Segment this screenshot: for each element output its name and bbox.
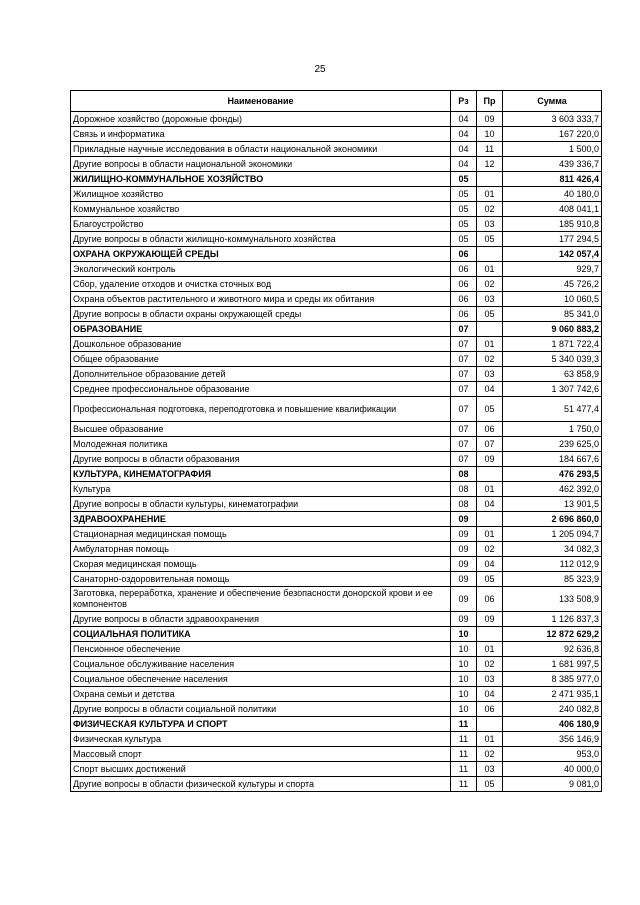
table-row <box>71 397 602 422</box>
cell-pr: 03 <box>477 367 503 382</box>
cell-rz: 08 <box>451 497 477 512</box>
cell-sum: 1 205 094,7 <box>503 527 602 542</box>
cell-name: Дорожное хозяйство (дорожные фонды) <box>71 112 451 127</box>
cell-pr: 01 <box>477 262 503 277</box>
table-body <box>71 112 602 792</box>
cell-pr: 09 <box>477 452 503 467</box>
cell-rz: 10 <box>451 702 477 717</box>
table-row <box>71 292 602 307</box>
table-row <box>71 657 602 672</box>
cell-sum: 929,7 <box>503 262 602 277</box>
cell-rz: 06 <box>451 292 477 307</box>
cell-sum: 85 323,9 <box>503 572 602 587</box>
cell-name: ФИЗИЧЕСКАЯ КУЛЬТУРА И СПОРТ <box>71 717 451 732</box>
cell-pr: 10 <box>477 127 503 142</box>
cell-sum: 177 294,5 <box>503 232 602 247</box>
cell-name: Заготовка, переработка, хранение и обеспечение безопасности донорской крови и ее компонентов <box>71 587 451 612</box>
cell-rz: 09 <box>451 572 477 587</box>
cell-sum: 239 625,0 <box>503 437 602 452</box>
section-row <box>71 717 602 732</box>
cell-rz: 07 <box>451 337 477 352</box>
cell-pr: 07 <box>477 437 503 452</box>
cell-rz: 09 <box>451 542 477 557</box>
cell-sum: 9 060 883,2 <box>503 322 602 337</box>
cell-rz: 10 <box>451 657 477 672</box>
cell-pr: 03 <box>477 292 503 307</box>
cell-name: Охрана семьи и детства <box>71 687 451 702</box>
table-row <box>71 307 602 322</box>
cell-sum: 240 082,8 <box>503 702 602 717</box>
cell-sum: 10 060,5 <box>503 292 602 307</box>
cell-name: Другие вопросы в области культуры, кинематографии <box>71 497 451 512</box>
table-row <box>71 527 602 542</box>
cell-sum: 406 180,9 <box>503 717 602 732</box>
cell-rz: 09 <box>451 512 477 527</box>
cell-sum: 1 126 837,3 <box>503 612 602 627</box>
cell-pr: 03 <box>477 672 503 687</box>
cell-pr: 12 <box>477 157 503 172</box>
section-row <box>71 627 602 642</box>
table-row <box>71 437 602 452</box>
section-row <box>71 172 602 187</box>
table-row <box>71 382 602 397</box>
table-row <box>71 747 602 762</box>
cell-name: Молодежная политика <box>71 437 451 452</box>
cell-name: Дополнительное образование детей <box>71 367 451 382</box>
cell-pr: 02 <box>477 352 503 367</box>
cell-name: Амбулаторная помощь <box>71 542 451 557</box>
cell-name: Другие вопросы в области физической культуры и спорта <box>71 777 451 792</box>
table-row <box>71 702 602 717</box>
cell-sum: 476 293,5 <box>503 467 602 482</box>
cell-name: Высшее образование <box>71 422 451 437</box>
cell-name: ОХРАНА ОКРУЖАЮЩЕЙ СРЕДЫ <box>71 247 451 262</box>
table-row <box>71 642 602 657</box>
cell-name: Стационарная медицинская помощь <box>71 527 451 542</box>
table-row <box>71 127 602 142</box>
cell-rz: 06 <box>451 262 477 277</box>
cell-name: Прикладные научные исследования в области национальной экономики <box>71 142 451 157</box>
cell-pr <box>477 467 503 482</box>
cell-name: Другие вопросы в области жилищно-коммунального хозяйства <box>71 232 451 247</box>
cell-name: Связь и информатика <box>71 127 451 142</box>
cell-pr: 06 <box>477 422 503 437</box>
table-row <box>71 262 602 277</box>
cell-pr: 04 <box>477 382 503 397</box>
cell-pr: 09 <box>477 612 503 627</box>
cell-name: Жилищное хозяйство <box>71 187 451 202</box>
cell-name: КУЛЬТУРА, КИНЕМАТОГРАФИЯ <box>71 467 451 482</box>
cell-pr: 05 <box>477 397 503 422</box>
cell-pr <box>477 717 503 732</box>
cell-rz: 07 <box>451 422 477 437</box>
table-row <box>71 157 602 172</box>
cell-sum: 408 041,1 <box>503 202 602 217</box>
table-header-row <box>71 91 602 112</box>
table-row <box>71 112 602 127</box>
cell-name: Охрана объектов растительного и животного мира и среды их обитания <box>71 292 451 307</box>
cell-pr: 02 <box>477 542 503 557</box>
cell-pr: 03 <box>477 762 503 777</box>
cell-rz: 08 <box>451 482 477 497</box>
cell-sum: 2 696 860,0 <box>503 512 602 527</box>
cell-name: Дошкольное образование <box>71 337 451 352</box>
cell-name: ОБРАЗОВАНИЕ <box>71 322 451 337</box>
cell-pr: 01 <box>477 732 503 747</box>
cell-rz: 06 <box>451 247 477 262</box>
cell-rz: 09 <box>451 527 477 542</box>
cell-name: Социальное обеспечение населения <box>71 672 451 687</box>
table-row <box>71 687 602 702</box>
cell-rz: 05 <box>451 217 477 232</box>
cell-pr <box>477 172 503 187</box>
table-row <box>71 572 602 587</box>
cell-rz: 10 <box>451 672 477 687</box>
cell-name: Другие вопросы в области социальной политики <box>71 702 451 717</box>
cell-pr: 02 <box>477 657 503 672</box>
cell-pr: 02 <box>477 747 503 762</box>
cell-pr: 05 <box>477 572 503 587</box>
cell-rz: 11 <box>451 777 477 792</box>
cell-pr: 02 <box>477 277 503 292</box>
cell-pr: 01 <box>477 337 503 352</box>
cell-pr: 03 <box>477 217 503 232</box>
cell-pr <box>477 247 503 262</box>
cell-pr: 02 <box>477 202 503 217</box>
cell-sum: 5 340 039,3 <box>503 352 602 367</box>
cell-name: Сбор, удаление отходов и очистка сточных вод <box>71 277 451 292</box>
cell-sum: 167 220,0 <box>503 127 602 142</box>
cell-rz: 11 <box>451 747 477 762</box>
cell-sum: 439 336,7 <box>503 157 602 172</box>
cell-rz: 07 <box>451 322 477 337</box>
cell-name: СОЦИАЛЬНАЯ ПОЛИТИКА <box>71 627 451 642</box>
cell-pr: 06 <box>477 702 503 717</box>
cell-rz: 07 <box>451 382 477 397</box>
table-row <box>71 337 602 352</box>
header-sum: Сумма <box>503 91 602 112</box>
cell-sum: 1 307 742,6 <box>503 382 602 397</box>
cell-pr: 04 <box>477 557 503 572</box>
cell-sum: 85 341,0 <box>503 307 602 322</box>
cell-sum: 112 012,9 <box>503 557 602 572</box>
cell-rz: 05 <box>451 172 477 187</box>
cell-sum: 1 750,0 <box>503 422 602 437</box>
cell-rz: 11 <box>451 732 477 747</box>
cell-pr: 09 <box>477 112 503 127</box>
cell-rz: 04 <box>451 157 477 172</box>
table-row <box>71 367 602 382</box>
header-name: Наименование <box>71 91 451 112</box>
cell-name: Массовый спорт <box>71 747 451 762</box>
cell-rz: 11 <box>451 717 477 732</box>
table-row <box>71 587 602 612</box>
cell-rz: 06 <box>451 277 477 292</box>
cell-sum: 92 636,8 <box>503 642 602 657</box>
cell-sum: 9 081,0 <box>503 777 602 792</box>
cell-name: Другие вопросы в области национальной экономики <box>71 157 451 172</box>
cell-pr: 05 <box>477 232 503 247</box>
cell-pr <box>477 322 503 337</box>
cell-pr: 05 <box>477 307 503 322</box>
cell-name: Общее образование <box>71 352 451 367</box>
table-row <box>71 452 602 467</box>
cell-name: Другие вопросы в области охраны окружающей среды <box>71 307 451 322</box>
table-row <box>71 142 602 157</box>
cell-pr <box>477 512 503 527</box>
cell-sum: 3 603 333,7 <box>503 112 602 127</box>
table-row <box>71 277 602 292</box>
cell-name: ЖИЛИЩНО-КОММУНАЛЬНОЕ ХОЗЯЙСТВО <box>71 172 451 187</box>
cell-sum: 811 426,4 <box>503 172 602 187</box>
cell-sum: 184 667,6 <box>503 452 602 467</box>
table-row <box>71 482 602 497</box>
table-row <box>71 187 602 202</box>
cell-pr: 04 <box>477 497 503 512</box>
cell-rz: 09 <box>451 587 477 612</box>
table-row <box>71 672 602 687</box>
cell-rz: 08 <box>451 467 477 482</box>
cell-sum: 40 000,0 <box>503 762 602 777</box>
cell-sum: 1 500,0 <box>503 142 602 157</box>
table-row <box>71 217 602 232</box>
table-row <box>71 557 602 572</box>
cell-sum: 1 871 722,4 <box>503 337 602 352</box>
header-pr: Пр <box>477 91 503 112</box>
table-row <box>71 232 602 247</box>
cell-sum: 51 477,4 <box>503 397 602 422</box>
cell-rz: 05 <box>451 187 477 202</box>
cell-pr: 04 <box>477 687 503 702</box>
cell-rz: 10 <box>451 687 477 702</box>
section-row <box>71 322 602 337</box>
cell-name: Физическая культура <box>71 732 451 747</box>
cell-rz: 11 <box>451 762 477 777</box>
cell-name: Пенсионное обеспечение <box>71 642 451 657</box>
cell-sum: 45 726,2 <box>503 277 602 292</box>
table-row <box>71 202 602 217</box>
cell-sum: 1 681 997,5 <box>503 657 602 672</box>
table-row <box>71 777 602 792</box>
cell-pr <box>477 627 503 642</box>
cell-name: Другие вопросы в области здравоохранения <box>71 612 451 627</box>
cell-name: Социальное обслуживание населения <box>71 657 451 672</box>
cell-rz: 07 <box>451 352 477 367</box>
table-row <box>71 422 602 437</box>
cell-pr: 11 <box>477 142 503 157</box>
table-row <box>71 732 602 747</box>
section-row <box>71 467 602 482</box>
cell-pr: 01 <box>477 482 503 497</box>
cell-rz: 07 <box>451 452 477 467</box>
cell-rz: 09 <box>451 557 477 572</box>
cell-rz: 10 <box>451 642 477 657</box>
cell-sum: 12 872 629,2 <box>503 627 602 642</box>
cell-name: Экологический контроль <box>71 262 451 277</box>
cell-rz: 09 <box>451 612 477 627</box>
cell-sum: 953,0 <box>503 747 602 762</box>
cell-sum: 462 392,0 <box>503 482 602 497</box>
budget-table <box>70 90 602 792</box>
cell-sum: 40 180,0 <box>503 187 602 202</box>
cell-name: Коммунальное хозяйство <box>71 202 451 217</box>
cell-name: Благоустройство <box>71 217 451 232</box>
cell-rz: 04 <box>451 112 477 127</box>
cell-pr: 06 <box>477 587 503 612</box>
cell-sum: 133 508,9 <box>503 587 602 612</box>
cell-rz: 07 <box>451 397 477 422</box>
cell-name: Профессиональная подготовка, переподготовка и повышение квалификации <box>71 397 451 422</box>
cell-sum: 34 082,3 <box>503 542 602 557</box>
cell-name: ЗДРАВООХРАНЕНИЕ <box>71 512 451 527</box>
cell-rz: 05 <box>451 202 477 217</box>
cell-rz: 07 <box>451 437 477 452</box>
cell-rz: 04 <box>451 127 477 142</box>
cell-rz: 10 <box>451 627 477 642</box>
cell-sum: 13 901,5 <box>503 497 602 512</box>
table-row <box>71 612 602 627</box>
cell-name: Санаторно-оздоровительная помощь <box>71 572 451 587</box>
table-row <box>71 542 602 557</box>
cell-name: Культура <box>71 482 451 497</box>
table-row <box>71 762 602 777</box>
cell-pr: 01 <box>477 642 503 657</box>
cell-sum: 142 057,4 <box>503 247 602 262</box>
section-row <box>71 512 602 527</box>
cell-name: Другие вопросы в области образования <box>71 452 451 467</box>
cell-sum: 63 858,9 <box>503 367 602 382</box>
cell-rz: 06 <box>451 307 477 322</box>
table-row <box>71 497 602 512</box>
section-row <box>71 247 602 262</box>
cell-rz: 07 <box>451 367 477 382</box>
page-number: 25 <box>314 64 326 75</box>
cell-rz: 05 <box>451 232 477 247</box>
header-rz: Рз <box>451 91 477 112</box>
cell-name: Скорая медицинская помощь <box>71 557 451 572</box>
cell-sum: 356 146,9 <box>503 732 602 747</box>
cell-sum: 8 385 977,0 <box>503 672 602 687</box>
cell-name: Спорт высших достижений <box>71 762 451 777</box>
cell-pr: 01 <box>477 187 503 202</box>
cell-sum: 2 471 935,1 <box>503 687 602 702</box>
table-row <box>71 352 602 367</box>
cell-pr: 05 <box>477 777 503 792</box>
cell-rz: 04 <box>451 142 477 157</box>
cell-sum: 185 910,8 <box>503 217 602 232</box>
cell-name: Среднее профессиональное образование <box>71 382 451 397</box>
cell-pr: 01 <box>477 527 503 542</box>
